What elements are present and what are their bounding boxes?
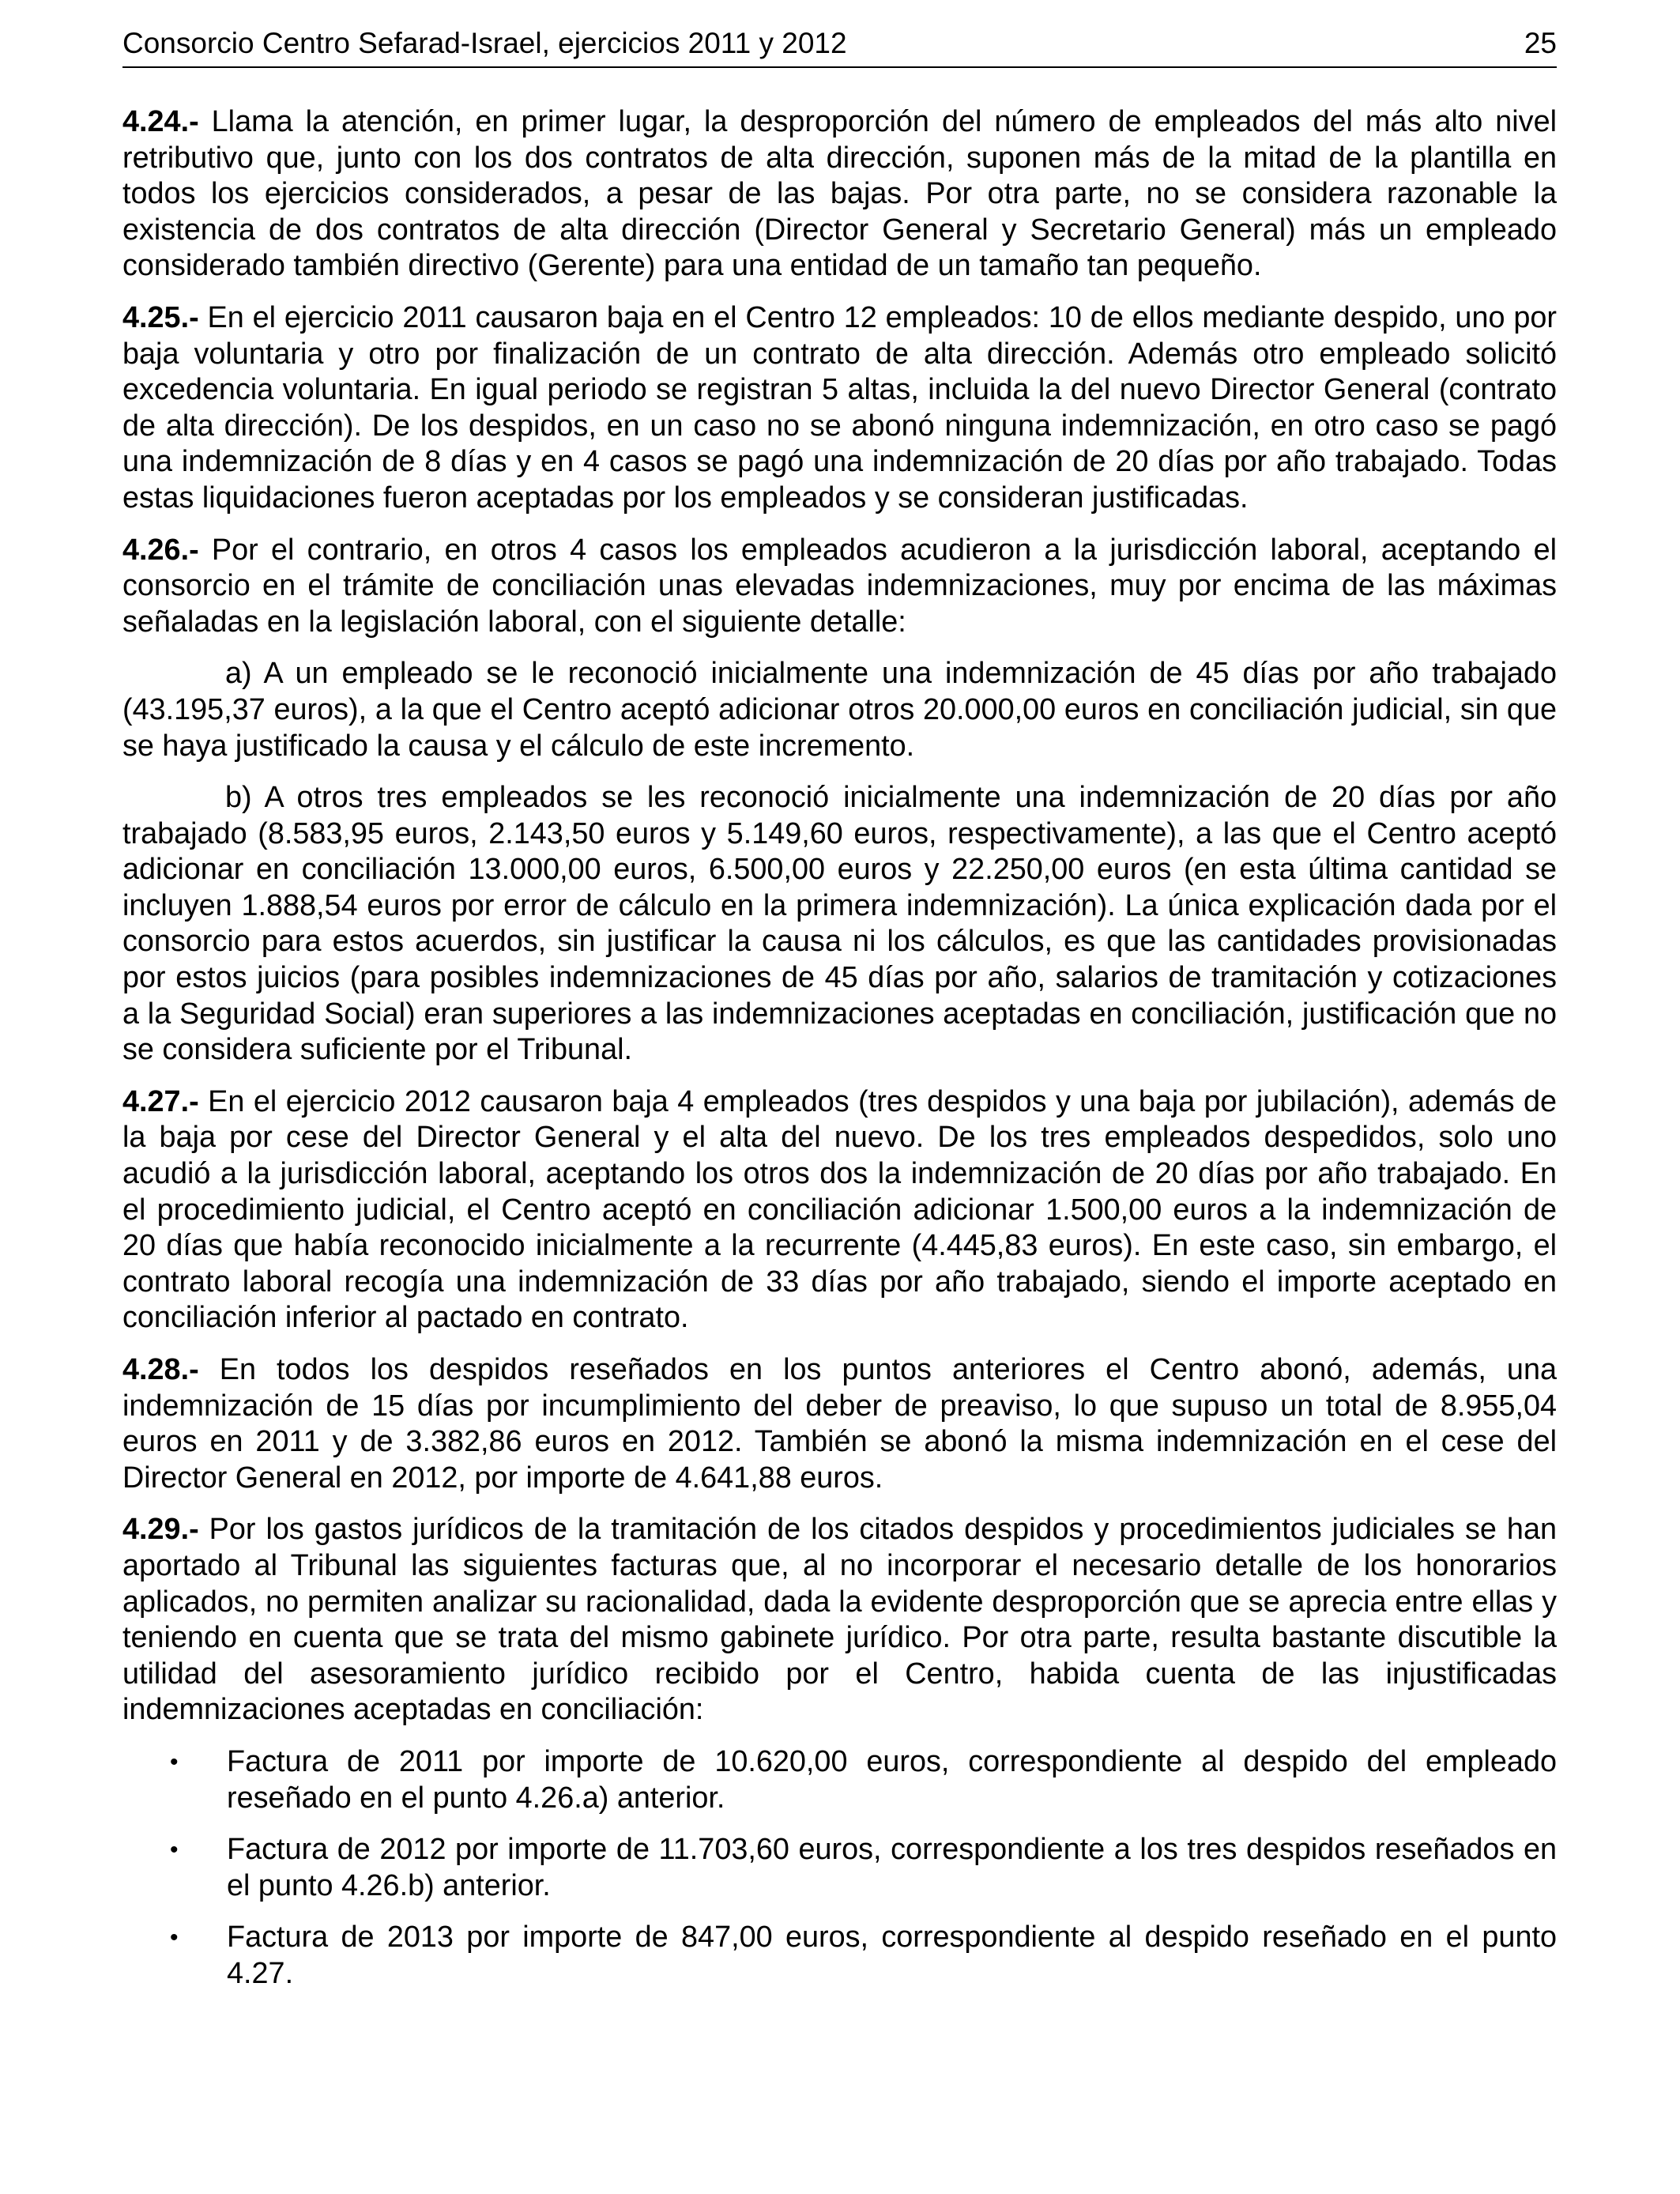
paragraph-number: 4.27.- [122,1084,199,1118]
paragraph-number: 4.26.- [122,533,199,567]
list-item [122,1744,1557,1816]
paragraph-text: Por los gastos jurídicos de la tramitación de los citados despidos y procedimientos judiciales se han aportado al Tribunal las siguientes facturas que, al no incorporar el necesario detalle de los honorarios aplicados, no permiten analizar su racionalidad, dada la evidente desproporción que se aprecia entre ellas y teniendo en cuenta que se trata del mismo gabinete jurídico. Por otra parte, resulta bastante discutible la utilidad del asesoramiento jurídico recibido por el Centro, habida cuenta de las injustificadas indemnizaciones aceptadas en conciliación: [122,1513,1557,1727]
bullet-icon: • [170,1924,179,1951]
paragraph-4-26-b [122,780,1557,1069]
page-number: 25 [1524,27,1557,59]
paragraph-number: 4.29.- [122,1513,199,1547]
paragraph-text: a) A un empleado se le reconoció inicialmente una indemnización de 45 días por año trabajado (43.195,37 euros), a la que el Centro aceptó adicionar otros 20.000,00 euros en conciliación judicial, sin que se haya justificado la causa y el cálculo de este incremento. [122,657,1557,763]
header-title: Consorcio Centro Sefarad-Israel, ejercicios 2011 y 2012 [122,27,847,59]
invoice-list [122,1744,1557,1992]
paragraph-4-28 [122,1352,1557,1496]
paragraph-4-29 [122,1512,1557,1728]
list-item-text: Factura de 2011 por importe de 10.620,00 euros, correspondiente al despido del empleado reseñado en el punto 4.26.a) anterior. [227,1744,1557,1815]
bullet-icon: • [170,1837,179,1864]
paragraph-text: Por el contrario, en otros 4 casos los empleados acudieron a la jurisdicción laboral, aceptando el consorcio en el trámite de conciliación unas elevadas indemnizaciones, muy por encima de las máximas señaladas en la legislación laboral, con el siguiente detalle: [122,533,1557,639]
paragraph-number: 4.28.- [122,1353,199,1386]
paragraph-text: En el ejercicio 2011 causaron baja en el Centro 12 empleados: 10 de ellos mediante despido, uno por baja voluntaria y otro por finalización de un contrato de alta dirección. Además otro empleado solicitó excedencia voluntaria. En igual periodo se registran 5 altas, incluida la del nuevo Director General (contrato de alta dirección). De los despidos, en un caso no se abonó ninguna indemnización, en otro caso se pagó una indemnización de 8 días y en 4 casos se pagó una indemnización de 20 días por año trabajado. Todas estas liquidaciones fueron aceptadas por los empleados y se consideran justificadas. [122,300,1557,515]
list-item-text: Factura de 2012 por importe de 11.703,60 euros, correspondiente a los tres despidos reseñados en el punto 4.26.b) anterior. [227,1833,1557,1902]
paragraph-4-26 [122,533,1557,641]
page-header [122,24,1557,68]
list-item-text: Factura de 2013 por importe de 847,00 euros, correspondiente al despido reseñado en el punto 4.27. [227,1921,1557,1990]
paragraph-number: 4.25.- [122,300,199,334]
paragraph-text: En el ejercicio 2012 causaron baja 4 empleados (tres despidos y una baja por jubilación), además de la baja por cese del Director General y el alta del nuevo. De los tres empleados despedidos, solo uno acudió a la jurisdicción laboral, aceptando los otros dos la indemnización de 20 días por año trabajado. En el procedimiento judicial, el Centro aceptó en conciliación adicionar 1.500,00 euros a la indemnización de 20 días que había reconocido inicialmente a la recurrente (4.445,83 euros). En este caso, sin embargo, el contrato laboral recogía una indemnización de 33 días por año trabajado, siendo el importe aceptado en conciliación inferior al pactado en contrato. [122,1084,1557,1335]
paragraph-number: 4.24.- [122,105,199,138]
list-item [122,1920,1557,1992]
paragraph-4-24 [122,104,1557,285]
paragraph-4-26-a [122,656,1557,764]
list-item [122,1832,1557,1904]
paragraph-4-27 [122,1084,1557,1336]
bullet-icon: • [170,1748,179,1775]
paragraph-text: b) A otros tres empleados se les reconoció inicialmente una indemnización de 20 días por año trabajado (8.583,95 euros, 2.143,50 euros y 5.149,60 euros, respectivamente), a las que el Centro aceptó adicionar en conciliación 13.000,00 euros, 6.500,00 euros y 22.250,00 euros (en esta última cantidad se incluyen 1.888,54 euros por error de cálculo en la primera indemnización). La única explicación dada por el consorcio para estos acuerdos, sin justificar la causa ni los cálculos, es que las cantidades provisionadas por estos juicios (para posibles indemnizaciones de 45 días por año, salarios de tramitación y cotizaciones a la Seguridad Social) eran superiores a las indemnizaciones aceptadas en conciliación, justificación que no se considera suficiente por el Tribunal. [122,781,1557,1067]
paragraph-text: Llama la atención, en primer lugar, la desproporción del número de empleados del más alto nivel retributivo que, junto con los dos contratos de alta dirección, suponen más de la mitad de la plantilla en todos los ejercicios considerados, a pesar de las bajas. Por otra parte, no se considera razonable la existencia de dos contratos de alta dirección (Director General y Secretario General) más un empleado considerado también directivo (Gerente) para una entidad de un tamaño tan pequeño. [122,105,1557,283]
paragraph-text: En todos los despidos reseñados en los puntos anteriores el Centro abonó, además, una indemnización de 15 días por incumplimiento del deber de preaviso, lo que supuso un total de 8.955,04 euros en 2011 y de 3.382,86 euros en 2012. También se abonó la misma indemnización en el cese del Director General en 2012, por importe de 4.641,88 euros. [122,1353,1557,1495]
paragraph-4-25 [122,300,1557,517]
document-body [122,104,1557,2008]
